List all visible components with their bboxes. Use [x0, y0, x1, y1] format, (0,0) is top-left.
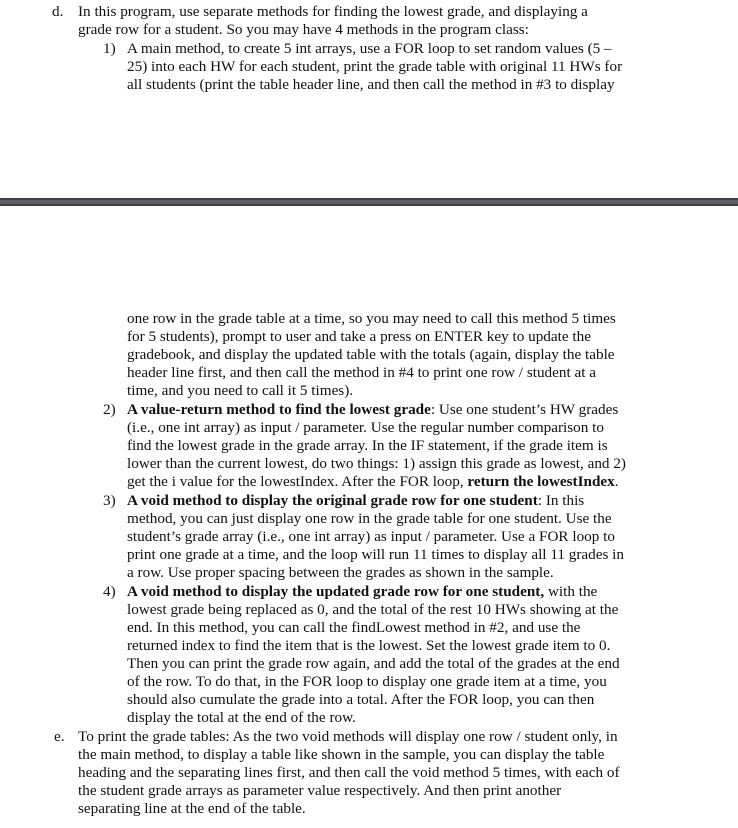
item3-line-rest: : In this — [537, 492, 585, 509]
item4-line: lowest grade being replaced as 0, and the total of the rest 10 HWs showing at the — [127, 601, 619, 618]
item4-line: Then you can print the grade row again, and add the total of the grades at the end — [127, 655, 620, 672]
item4-line-rest: with the — [544, 583, 598, 600]
document-page-bottom — [0, 206, 738, 828]
item3-line: method, you can just display one row in the grade table for one student. Use the — [127, 510, 612, 527]
item2-line-rest: : Use one student’s HW grades — [430, 401, 619, 418]
item2-heading: A value-return method to find the lowest grade — [127, 401, 431, 418]
section-e-marker: e. — [54, 728, 65, 745]
section-d-line: grade row for a student. So you may have 4 methods in the program class: — [78, 21, 529, 38]
item1-line: one row in the grade table at a time, so you may need to call this method 5 times — [127, 310, 616, 327]
section-e-line: To print the grade tables: As the two void methods will display one row / student only, in — [78, 728, 618, 745]
item2-last-line-start: get the i value for the lowestIndex. After the FOR loop, — [127, 473, 468, 490]
item2-first-line — [127, 401, 618, 419]
item4-line: returned index to find the item that is the lowest. Set the lowest grade item to 0. — [127, 637, 611, 654]
item3-heading: A void method to display the original grade row for one student — [127, 492, 538, 509]
section-d-marker: d. — [52, 3, 64, 20]
item2-line: (i.e., one int array) as input / parameter. Use the regular number comparison to — [127, 419, 604, 436]
section-e-line: the student grade arrays as parameter value respectively. And then print another — [78, 782, 562, 799]
section-d-line: In this program, use separate methods for finding the lowest grade, and displaying a — [78, 3, 588, 20]
item3-line: print one grade at a time, and the loop will run 11 times to display all 11 grades in — [127, 546, 624, 563]
item1-marker: 1) — [103, 40, 116, 57]
item2-line: lower than the current lowest, do two things: 1) assign this grade as lowest, and 2) — [127, 455, 626, 472]
item3-first-line — [127, 492, 584, 510]
page-divider-edge — [0, 198, 738, 200]
section-e-line: the main method, to display a table like shown in the sample, you can display the table — [78, 746, 605, 763]
item2-marker: 2) — [103, 401, 116, 418]
item3-marker: 3) — [103, 492, 116, 509]
item2-line: find the lowest grade in the grade array. In the IF statement, if the grade item is — [127, 437, 608, 454]
item1-line: for 5 students), prompt to user and take a press on ENTER key to update the — [127, 328, 591, 345]
item1-line: time, and you need to call it 5 times). — [127, 382, 354, 399]
item1-line: A main method, to create 5 int arrays, use a FOR loop to set random values (5 – — [127, 40, 612, 57]
item4-heading: A void method to display the updated grade row for one student, — [127, 583, 545, 600]
item1-line: all students (print the table header line, and then call the method in #3 to display — [127, 76, 615, 93]
item1-line: 25) into each HW for each student, print the grade table with original 11 HWs for — [127, 58, 623, 75]
section-e-line: heading and the separating lines first, and then call the void method 5 times, with each of — [78, 764, 620, 781]
item2-last-line — [127, 473, 619, 491]
item4-first-line — [127, 583, 597, 601]
item4-marker: 4) — [103, 583, 116, 600]
item2-last-line-end: . — [614, 473, 619, 490]
document-page-top — [0, 0, 738, 198]
item4-line: end. In this method, you can call the findLowest method in #2, and use the — [127, 619, 581, 636]
item4-line: display the total at the end of the row. — [127, 709, 356, 726]
item3-line: student’s grade array (i.e., one int array) as input / parameter. Use a FOR loop to — [127, 528, 615, 545]
page-divider — [0, 198, 738, 206]
item2-return-text: return the lowestIndex — [467, 473, 615, 490]
section-e-line: separating line at the end of the table. — [78, 800, 306, 817]
item1-line: header line first, and then call the method in #4 to print one row / student at a — [127, 364, 596, 381]
item1-line: gradebook, and display the updated table with the totals (again, display the table — [127, 346, 615, 363]
item4-line: should also cumulate the grade into a total. After the FOR loop, you can then — [127, 691, 595, 708]
item3-line: a row. Use proper spacing between the grades as shown in the sample. — [127, 564, 554, 581]
item4-line: of the row. To do that, in the FOR loop to display one grade item at a time, you — [127, 673, 607, 690]
